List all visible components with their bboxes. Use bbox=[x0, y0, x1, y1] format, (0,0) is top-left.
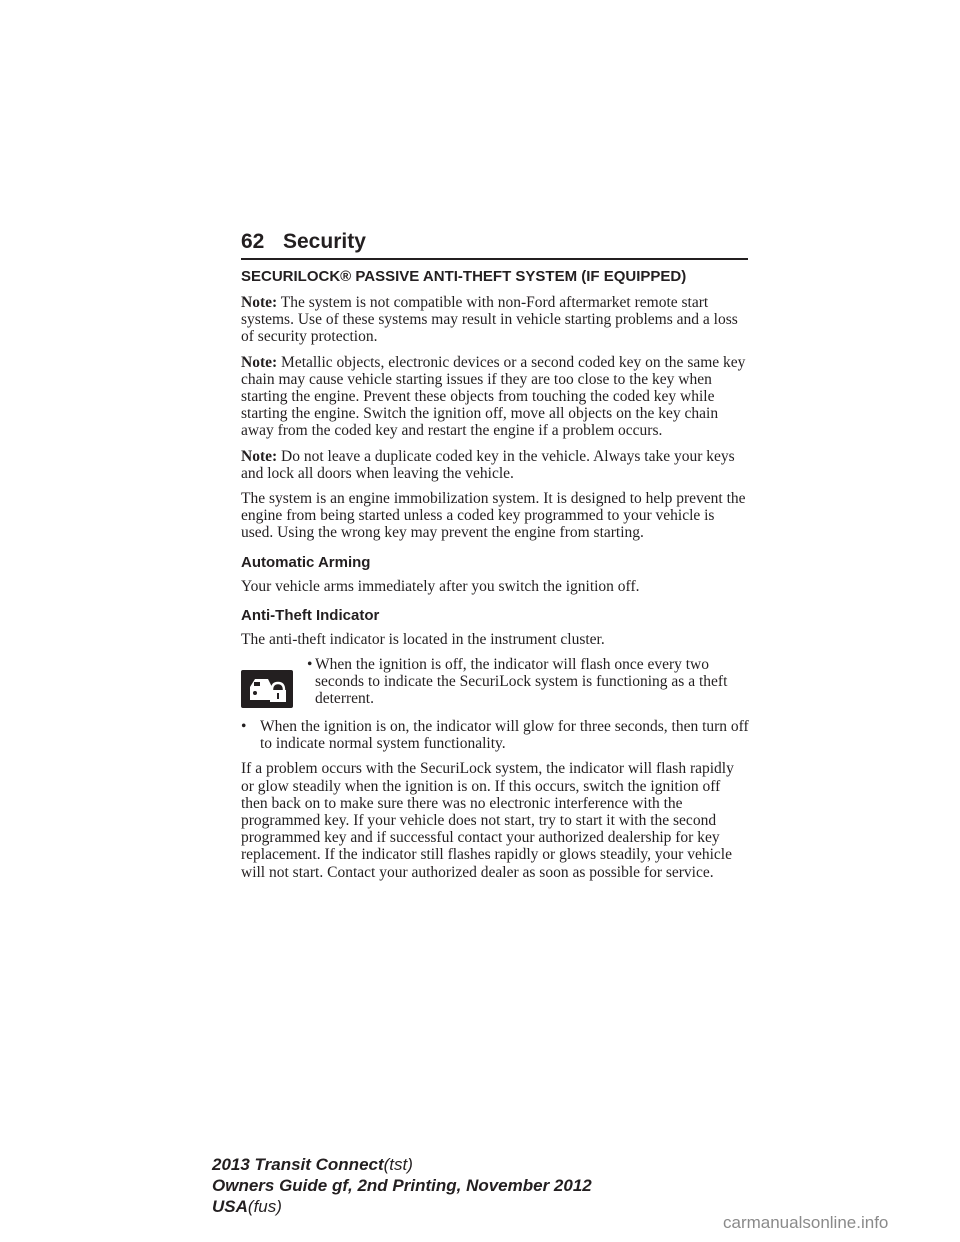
note-text: Do not leave a duplicate coded key in the vehicle. Always take your keys and lock all doors when leaving the vehicle. bbox=[241, 447, 735, 482]
section-title: SECURILOCK® PASSIVE ANTI-THEFT SYSTEM (IF EQUIPPED) bbox=[241, 268, 687, 285]
note-paragraph bbox=[241, 294, 749, 346]
note-text: The system is not compatible with non-Ford aftermarket remote start systems. Use of these systems may result in vehicle starting problems and a loss of security protection. bbox=[241, 294, 738, 346]
indicator-icon-row bbox=[241, 656, 749, 710]
problem-paragraph: If a problem occurs with the SecuriLock system, the indicator will flash rapidly or glow steadily when the ignition is on. If this occurs, switch the ignition off then back on to make sure there was no electronic interference with the programmed key. If your vehicle does not start, try to start it with the second programmed key and if successful contact your authorized dealership for key replacement. If the indicator still flashes rapidly or glows steadily, your vehicle will not start. Contact your authorized dealer as soon as possible for service. bbox=[241, 760, 734, 881]
footer-line-1 bbox=[212, 1154, 592, 1175]
footer-market: USA bbox=[212, 1197, 248, 1216]
footer-line-2: Owners Guide gf, 2nd Printing, November 2012 bbox=[212, 1176, 592, 1195]
header-rule bbox=[241, 258, 748, 260]
bullet-text: When the ignition is off, the indicator will flash once every two seconds to indicate the SecuriLock system is functioning as a theft deterrent. bbox=[315, 656, 728, 708]
note-label: Note: bbox=[241, 447, 278, 465]
bullet-text: When the ignition is on, the indicator will glow for three seconds, then turn off to indicate normal system functionality. bbox=[260, 718, 749, 753]
anti-theft-indicator-title: Anti-Theft Indicator bbox=[241, 606, 380, 624]
bullet-dot: • bbox=[307, 656, 313, 674]
automatic-arming-text: Your vehicle arms immediately after you switch the ignition off. bbox=[241, 577, 640, 595]
watermark: carmanualsonline.info bbox=[723, 1213, 889, 1232]
note-paragraph bbox=[241, 448, 749, 482]
bullet-dot: • bbox=[241, 718, 247, 736]
intro-paragraph: The system is an engine immobilization system. It is designed to help prevent the engine from being started unless a coded key programmed to your vehicle is used. Using the wrong key may prevent the engine from starting. bbox=[241, 490, 746, 542]
footer-line-3 bbox=[212, 1196, 592, 1217]
note-paragraph bbox=[241, 354, 749, 440]
automatic-arming-title: Automatic Arming bbox=[241, 553, 371, 571]
footer-model: 2013 Transit Connect bbox=[212, 1155, 384, 1174]
bullet-item bbox=[241, 656, 749, 708]
footer-model-code: (tst) bbox=[383, 1155, 413, 1174]
footer bbox=[212, 1154, 592, 1217]
page-number: 62 bbox=[241, 230, 265, 253]
page-title: Security bbox=[283, 230, 366, 253]
bullet-item bbox=[241, 718, 749, 752]
footer-market-code: (fus) bbox=[247, 1197, 282, 1216]
note-label: Note: bbox=[241, 294, 278, 311]
note-text: Metallic objects, electronic devices or a second coded key on the same key chain may cause vehicle starting issues if they are too close to the key when starting the engine. Prevent these objects from touching the coded key while starting the engine. Switch the ignition off, move all objects on the key chain away from the coded key and restart the engine if a problem occurs. bbox=[241, 353, 746, 440]
page-content bbox=[241, 268, 749, 889]
anti-theft-indicator-intro: The anti-theft indicator is located in the instrument cluster. bbox=[241, 630, 605, 648]
note-label: Note: bbox=[241, 353, 278, 371]
